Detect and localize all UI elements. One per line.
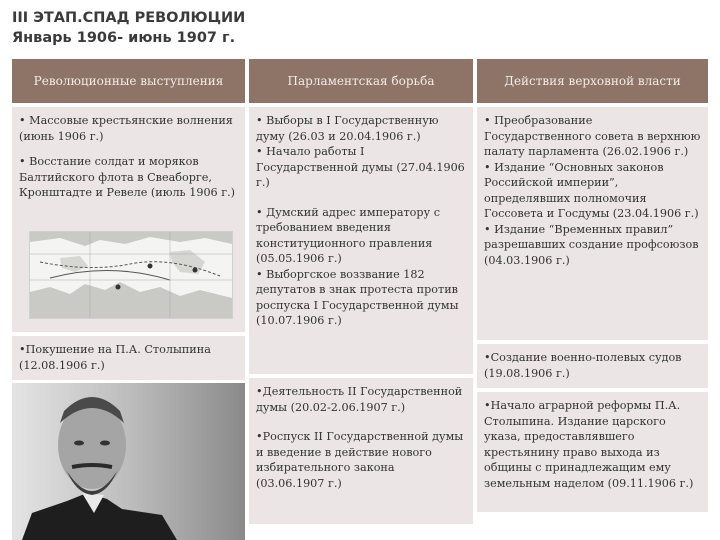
col2-item-1: • Выборы в I Государственную думу (26.03 и 20.04.1906 г.)	[256, 114, 439, 143]
column-header-parliament: Парламентская борьба	[249, 59, 473, 103]
title-line-1: III ЭТАП.СПАД РЕВОЛЮЦИИ	[12, 10, 246, 26]
col2-item-5: •Деятельность II Государственной думы (20.02-2.06.1907 г.)	[256, 385, 463, 414]
col2-item-4: • Выборгское воззвание 182 депутатов в знак протеста против роспуска I Государственной думы (10.07.1906 г.)	[256, 267, 459, 327]
col2-item-2: • Начало работы I Государственной думы (27.04.1906 г.)	[256, 145, 465, 189]
col3-bottom-cell	[477, 392, 708, 512]
stolypin-portrait-image	[12, 383, 245, 540]
col1-item-1: • Массовые крестьянские волнения (июнь 1906 г.)	[19, 114, 233, 143]
col3-item-4: •Создание военно-полевых судов (19.08.1906 г.)	[484, 351, 682, 380]
column-header-revolutionary: Революционные выступления	[12, 59, 245, 103]
col2-item-6: •Роспуск II Государственной думы и введение в действие нового избирательного закона (03.06.1907 г.)	[256, 430, 464, 490]
page-title	[12, 8, 245, 48]
col2-top-cell	[249, 107, 473, 374]
col3-top-cell	[477, 107, 708, 340]
col1-middle-cell	[12, 336, 245, 380]
col3-item-2: • Издание “Основных законов Российской империи”, определявших полномочия Госсовета и Госдумы (23.04.1906 г.)	[484, 160, 699, 220]
baltic-map-image	[29, 231, 233, 319]
column-header-supreme-power: Действия верховной власти	[477, 59, 708, 103]
col2-item-3: • Думский адрес императору с требованием введения конституционного правления (05.05.1906 г.)	[256, 205, 440, 265]
col3-item-5: •Начало аграрной реформы П.А. Столыпина. Издание царского указа, предоставлявшего крестьянину право выхода из общины с принадлежащим ему земельным наделом (09.11.1906 г.)	[484, 399, 694, 490]
col1-item-3: •Покушение на П.А. Столыпина (12.08.1906 г.)	[19, 343, 211, 372]
col1-item-2: • Восстание солдат и моряков Балтийского флота в Свеаборге, Кронштадте и Ревеле (июль 1906 г.)	[19, 155, 236, 199]
col3-middle-cell	[477, 344, 708, 388]
col3-item-3: • Издание “Временных правил” разрешавших создание профсоюзов (04.03.1906 г.)	[484, 222, 699, 267]
col3-item-1: • Преобразование Государственного совета в верхнюю палату парламента (26.02.1906 г.)	[484, 114, 701, 158]
title-line-2: Январь 1906- июнь 1907 г.	[12, 30, 236, 46]
col2-bottom-cell	[249, 378, 473, 524]
